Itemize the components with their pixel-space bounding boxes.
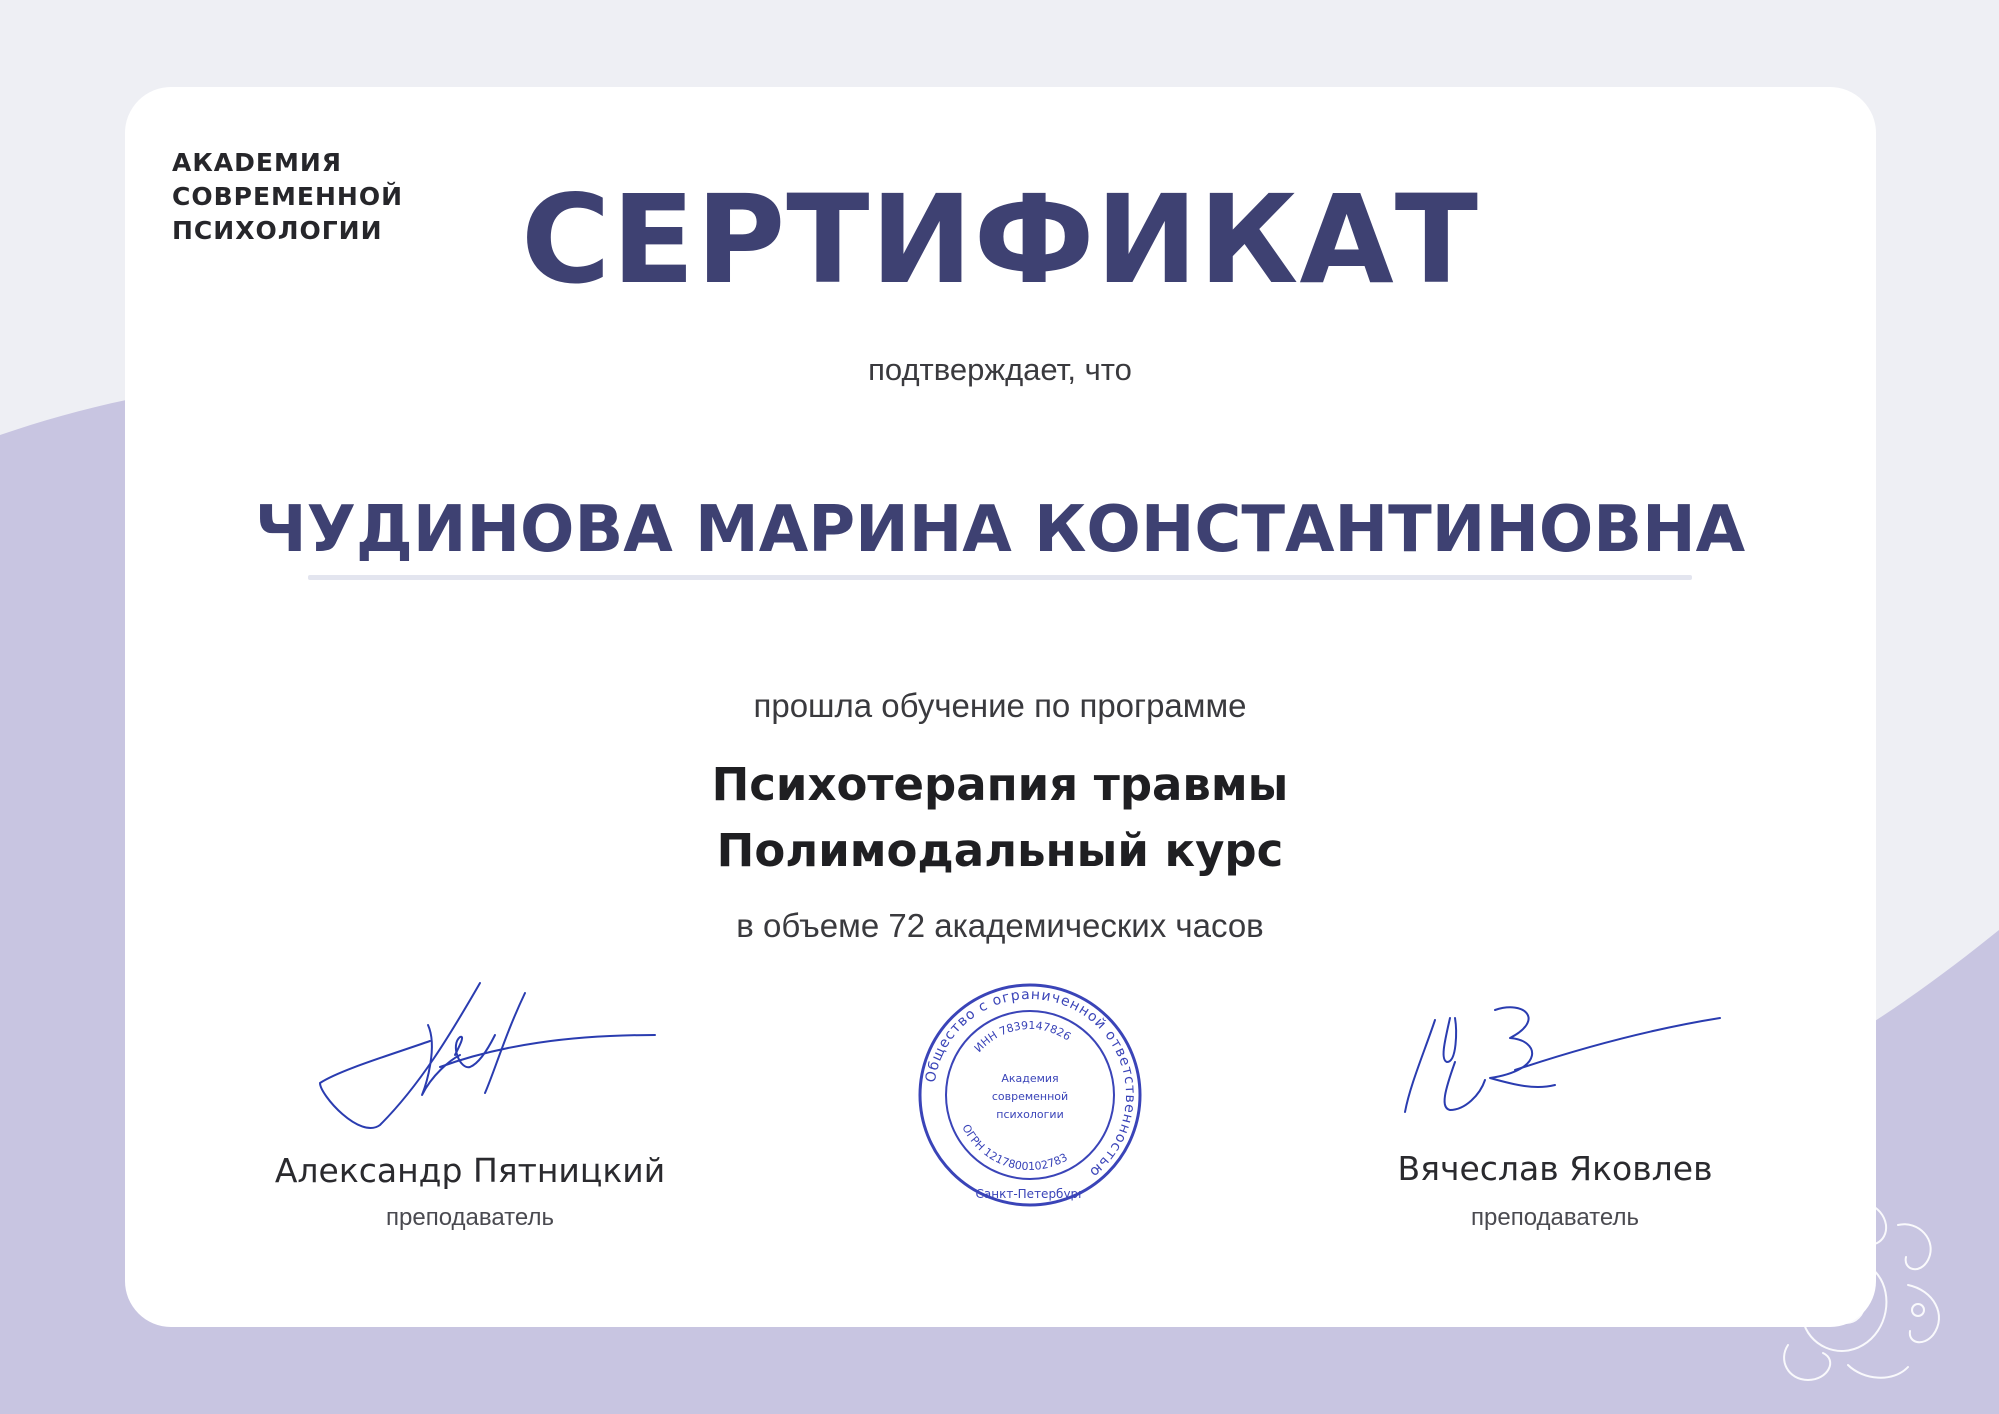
corner-ornament-icon [1768,1195,1958,1390]
program-intro: прошла обучение по программе [753,687,1247,724]
stamp-center-line: современной [991,1090,1069,1103]
program-name [500,752,1500,884]
name-underline [308,575,1692,580]
stamp-center-line: психологии [996,1108,1064,1121]
logo-line: АКАDЕМИЯ [172,148,343,177]
signatory-right-role: преподаватель [1471,1204,1639,1231]
signatory-left-role: преподаватель [386,1204,554,1231]
stamp-center-line: Академия [1001,1072,1059,1085]
stamp-city: Санкт-Петербург [975,1187,1085,1201]
logo-line: СОВРЕМЕННОЙ [172,182,404,211]
logo-line: ПСИХОЛОГИИ [172,216,383,245]
signature-left [300,975,660,1145]
signatory-right-name: Вячеслав Яковлев [1397,1149,1713,1188]
stamp-outer-text: Общество с ограниченной ответственностью [922,986,1139,1181]
certificate-title: СЕРТИФИКАТ [520,169,1480,311]
certificate-subtitle: подтверждает, что [868,352,1132,387]
program-name-line: Психотерапия травмы [711,758,1289,811]
recipient-name: ЧУДИНОВА МАРИНА КОНСТАНТИНОВНА [254,493,1746,567]
organization-stamp [915,980,1145,1210]
program-name-line: Полимодальный курс [716,824,1284,877]
svg-text:ИНН 7839147826 [972,1019,1073,1055]
stamp-inn: ИНН 7839147826 [971,1018,1074,1055]
signature-right [1395,1000,1725,1120]
signatory-left-name: Александр Пятницкий [274,1151,666,1190]
stamp-ogrn: ОГРН 1217800102783 [959,1122,1070,1174]
program-hours: в объеме 72 академических часов [736,907,1264,944]
svg-text:ОГРН 1217800102783 [959,1122,1069,1173]
